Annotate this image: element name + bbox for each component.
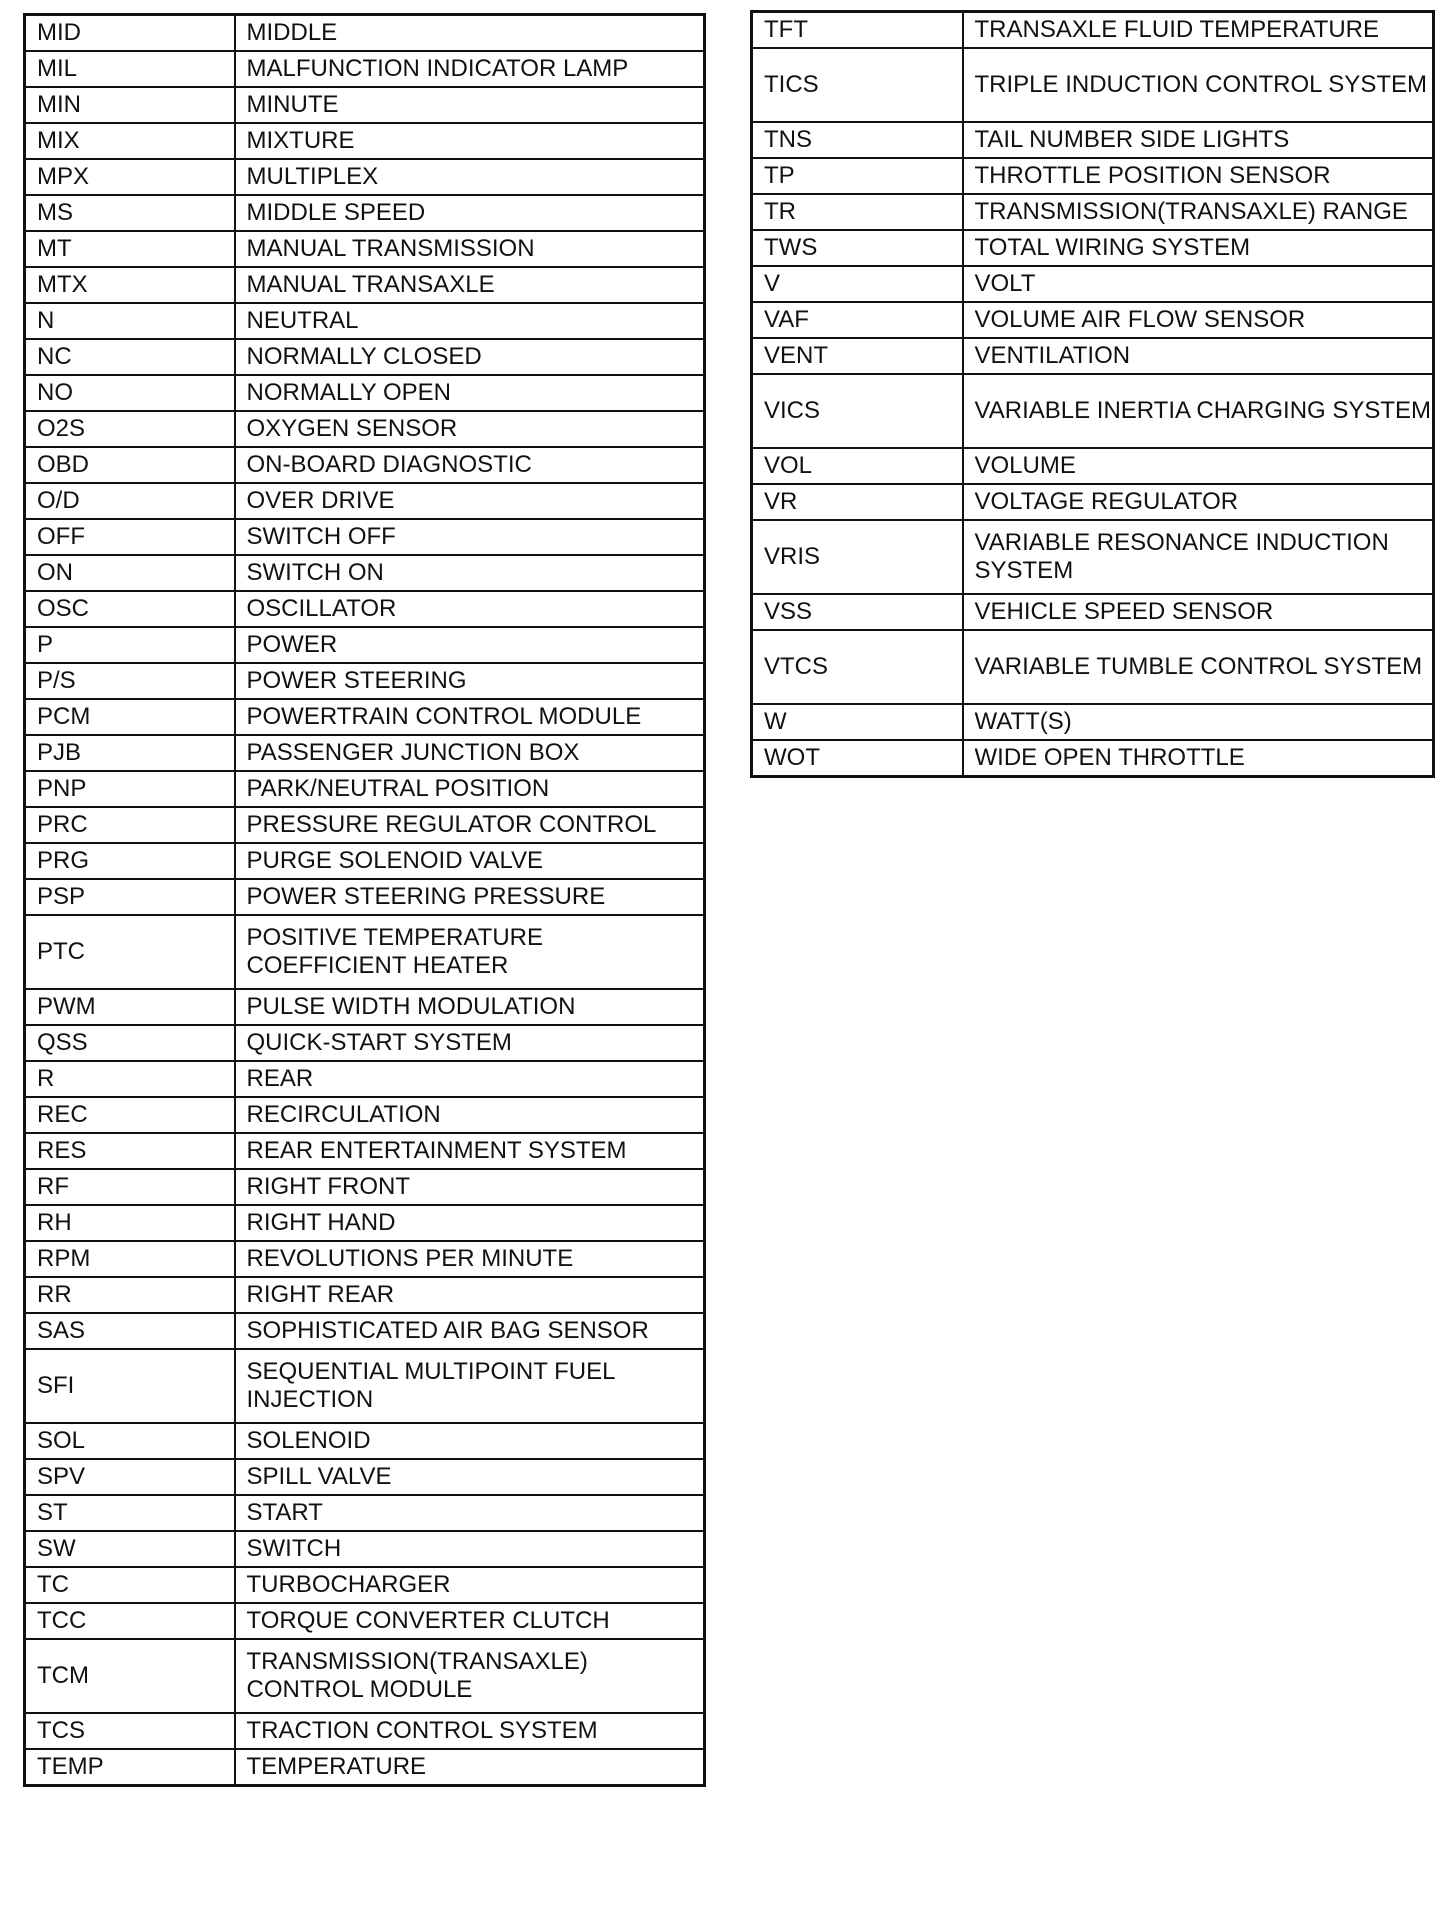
meaning-cell: SEQUENTIAL MULTIPOINT FUEL INJECTION [235,1349,705,1423]
meaning-cell: TEMPERATURE [235,1749,705,1786]
abbreviation-cell: SFI [25,1349,235,1423]
table-row [25,231,705,267]
table-row [25,1313,705,1349]
table-row [25,483,705,519]
table-row [25,1025,705,1061]
abbreviation-cell: RPM [25,1241,235,1277]
table-row [752,158,1434,194]
abbreviation-cell: NC [25,339,235,375]
abbreviation-cell: RES [25,1133,235,1169]
table-row [752,122,1434,158]
meaning-cell: MINUTE [235,87,705,123]
abbreviation-cell: VENT [752,338,963,374]
table-row [25,1749,705,1786]
meaning-cell: NEUTRAL [235,303,705,339]
meaning-cell: TRANSMISSION(TRANSAXLE) RANGE [963,194,1434,230]
meaning-cell: RIGHT HAND [235,1205,705,1241]
abbreviation-cell: P/S [25,663,235,699]
table-row [25,1567,705,1603]
meaning-cell: TRANSAXLE FLUID TEMPERATURE [963,12,1434,49]
meaning-cell: MIDDLE [235,15,705,52]
meaning-cell: VEHICLE SPEED SENSOR [963,594,1434,630]
meaning-cell: TRIPLE INDUCTION CONTROL SYSTEM [963,48,1434,122]
meaning-cell: PARK/NEUTRAL POSITION [235,771,705,807]
abbreviation-cell: VOL [752,448,963,484]
table-row [25,1169,705,1205]
meaning-cell: POWER [235,627,705,663]
meaning-cell: RECIRCULATION [235,1097,705,1133]
abbreviation-cell: MT [25,231,235,267]
abbreviation-cell: REC [25,1097,235,1133]
abbreviation-cell: MIL [25,51,235,87]
abbreviation-cell: RF [25,1169,235,1205]
abbreviation-cell: TC [25,1567,235,1603]
table-row [752,12,1434,49]
table-row [25,195,705,231]
table-row [25,771,705,807]
meaning-cell: ON-BOARD DIAGNOSTIC [235,447,705,483]
meaning-cell: VOLUME [963,448,1434,484]
table-row [25,915,705,989]
abbreviation-cell: MPX [25,159,235,195]
meaning-cell: POWER STEERING [235,663,705,699]
meaning-cell: PURGE SOLENOID VALVE [235,843,705,879]
abbreviation-cell: QSS [25,1025,235,1061]
abbreviation-cell: ST [25,1495,235,1531]
table-row [25,807,705,843]
abbreviation-cell: PWM [25,989,235,1025]
abbreviation-cell: VTCS [752,630,963,704]
meaning-cell: VOLTAGE REGULATOR [963,484,1434,520]
table-row [25,699,705,735]
abbreviation-cell: VICS [752,374,963,448]
abbreviation-cell: OFF [25,519,235,555]
abbreviation-cell: SW [25,1531,235,1567]
table-row [25,1277,705,1313]
meaning-cell: PRESSURE REGULATOR CONTROL [235,807,705,843]
table-row [25,51,705,87]
table-row [25,339,705,375]
abbreviation-cell: TCC [25,1603,235,1639]
table-row [25,735,705,771]
meaning-cell: TORQUE CONVERTER CLUTCH [235,1603,705,1639]
table-row [25,555,705,591]
abbreviation-cell: PNP [25,771,235,807]
meaning-cell: POWERTRAIN CONTROL MODULE [235,699,705,735]
table-row [25,591,705,627]
meaning-cell: VENTILATION [963,338,1434,374]
abbreviation-cell: NO [25,375,235,411]
meaning-cell: SOPHISTICATED AIR BAG SENSOR [235,1313,705,1349]
abbreviation-cell: OSC [25,591,235,627]
table-row [25,1531,705,1567]
meaning-cell: NORMALLY OPEN [235,375,705,411]
meaning-cell: SPILL VALVE [235,1459,705,1495]
table-row [25,123,705,159]
abbreviation-cell: SPV [25,1459,235,1495]
meaning-cell: TAIL NUMBER SIDE LIGHTS [963,122,1434,158]
table-row [752,594,1434,630]
table-row [25,1205,705,1241]
meaning-cell: POSITIVE TEMPERATURE COEFFICIENT HEATER [235,915,705,989]
abbreviation-cell: V [752,266,963,302]
abbreviation-table-right-body [752,12,1434,777]
table-row [752,48,1434,122]
meaning-cell: MANUAL TRANSMISSION [235,231,705,267]
table-row [25,1495,705,1531]
table-row [25,1639,705,1713]
table-row [25,15,705,52]
meaning-cell: OVER DRIVE [235,483,705,519]
meaning-cell: PASSENGER JUNCTION BOX [235,735,705,771]
abbreviation-cell: PRG [25,843,235,879]
abbreviation-cell: R [25,1061,235,1097]
abbreviation-cell: TCM [25,1639,235,1713]
abbreviation-cell: PCM [25,699,235,735]
table-row [25,1603,705,1639]
table-row [25,1423,705,1459]
meaning-cell: REVOLUTIONS PER MINUTE [235,1241,705,1277]
table-row [25,159,705,195]
table-row [752,448,1434,484]
table-row [752,266,1434,302]
table-row [25,303,705,339]
table-row [752,520,1434,594]
table-row [25,267,705,303]
table-row [25,1097,705,1133]
abbreviation-cell: ON [25,555,235,591]
meaning-cell: RIGHT REAR [235,1277,705,1313]
abbreviation-cell: MS [25,195,235,231]
table-row [25,1349,705,1423]
table-row [752,230,1434,266]
table-row [25,375,705,411]
meaning-cell: MIDDLE SPEED [235,195,705,231]
abbreviation-cell: W [752,704,963,740]
meaning-cell: OSCILLATOR [235,591,705,627]
meaning-cell: REAR [235,1061,705,1097]
abbreviation-cell: RH [25,1205,235,1241]
meaning-cell: QUICK-START SYSTEM [235,1025,705,1061]
table-row [752,484,1434,520]
meaning-cell: RIGHT FRONT [235,1169,705,1205]
abbreviation-cell: WOT [752,740,963,777]
meaning-cell: OXYGEN SENSOR [235,411,705,447]
table-row [25,1133,705,1169]
table-row [25,519,705,555]
meaning-cell: WIDE OPEN THROTTLE [963,740,1434,777]
meaning-cell: VARIABLE INERTIA CHARGING SYSTEM [963,374,1434,448]
abbreviation-cell: PSP [25,879,235,915]
table-row [752,374,1434,448]
abbreviation-cell: PTC [25,915,235,989]
meaning-cell: SWITCH [235,1531,705,1567]
table-row [25,989,705,1025]
abbreviation-cell: SOL [25,1423,235,1459]
table-row [25,663,705,699]
meaning-cell: TRANSMISSION(TRANSAXLE) CONTROL MODULE [235,1639,705,1713]
meaning-cell: WATT(S) [963,704,1434,740]
meaning-cell: SWITCH ON [235,555,705,591]
abbreviation-cell: O2S [25,411,235,447]
meaning-cell: MALFUNCTION INDICATOR LAMP [235,51,705,87]
table-row [25,1061,705,1097]
abbreviation-cell: MIN [25,87,235,123]
table-row [752,338,1434,374]
abbreviation-cell: SAS [25,1313,235,1349]
abbreviation-cell: TFT [752,12,963,49]
table-row [752,704,1434,740]
abbreviation-cell: OBD [25,447,235,483]
meaning-cell: THROTTLE POSITION SENSOR [963,158,1434,194]
abbreviation-cell: P [25,627,235,663]
meaning-cell: VARIABLE TUMBLE CONTROL SYSTEM [963,630,1434,704]
meaning-cell: PULSE WIDTH MODULATION [235,989,705,1025]
abbreviation-cell: TNS [752,122,963,158]
table-row [752,194,1434,230]
meaning-cell: TRACTION CONTROL SYSTEM [235,1713,705,1749]
meaning-cell: MANUAL TRANSAXLE [235,267,705,303]
table-row [25,87,705,123]
abbreviation-table-right [750,10,1435,778]
meaning-cell: SOLENOID [235,1423,705,1459]
abbreviation-cell: VR [752,484,963,520]
meaning-cell: TURBOCHARGER [235,1567,705,1603]
meaning-cell: MIXTURE [235,123,705,159]
abbreviation-cell: PJB [25,735,235,771]
abbreviation-cell: TWS [752,230,963,266]
table-row [752,302,1434,338]
abbreviation-cell: MIX [25,123,235,159]
abbreviation-cell: N [25,303,235,339]
abbreviation-cell: MTX [25,267,235,303]
abbreviation-cell: TR [752,194,963,230]
meaning-cell: SWITCH OFF [235,519,705,555]
table-row [25,879,705,915]
table-row [25,1241,705,1277]
abbreviation-cell: VSS [752,594,963,630]
meaning-cell: POWER STEERING PRESSURE [235,879,705,915]
meaning-cell: VOLUME AIR FLOW SENSOR [963,302,1434,338]
abbreviation-cell: O/D [25,483,235,519]
meaning-cell: START [235,1495,705,1531]
table-row [25,1713,705,1749]
abbreviation-cell: PRC [25,807,235,843]
meaning-cell: VARIABLE RESONANCE INDUCTION SYSTEM [963,520,1434,594]
table-row [25,627,705,663]
meaning-cell: VOLT [963,266,1434,302]
abbreviation-cell: TICS [752,48,963,122]
abbreviation-cell: TP [752,158,963,194]
meaning-cell: REAR ENTERTAINMENT SYSTEM [235,1133,705,1169]
table-row [25,411,705,447]
table-row [752,630,1434,704]
meaning-cell: TOTAL WIRING SYSTEM [963,230,1434,266]
table-row [25,1459,705,1495]
abbreviation-cell: TEMP [25,1749,235,1786]
abbreviation-cell: VRIS [752,520,963,594]
meaning-cell: MULTIPLEX [235,159,705,195]
abbreviation-cell: VAF [752,302,963,338]
abbreviation-cell: RR [25,1277,235,1313]
abbreviation-table-left [23,13,706,1787]
abbreviation-table-left-body [25,15,705,1786]
table-row [752,740,1434,777]
table-row [25,843,705,879]
abbreviation-cell: MID [25,15,235,52]
meaning-cell: NORMALLY CLOSED [235,339,705,375]
abbreviation-cell: TCS [25,1713,235,1749]
table-row [25,447,705,483]
